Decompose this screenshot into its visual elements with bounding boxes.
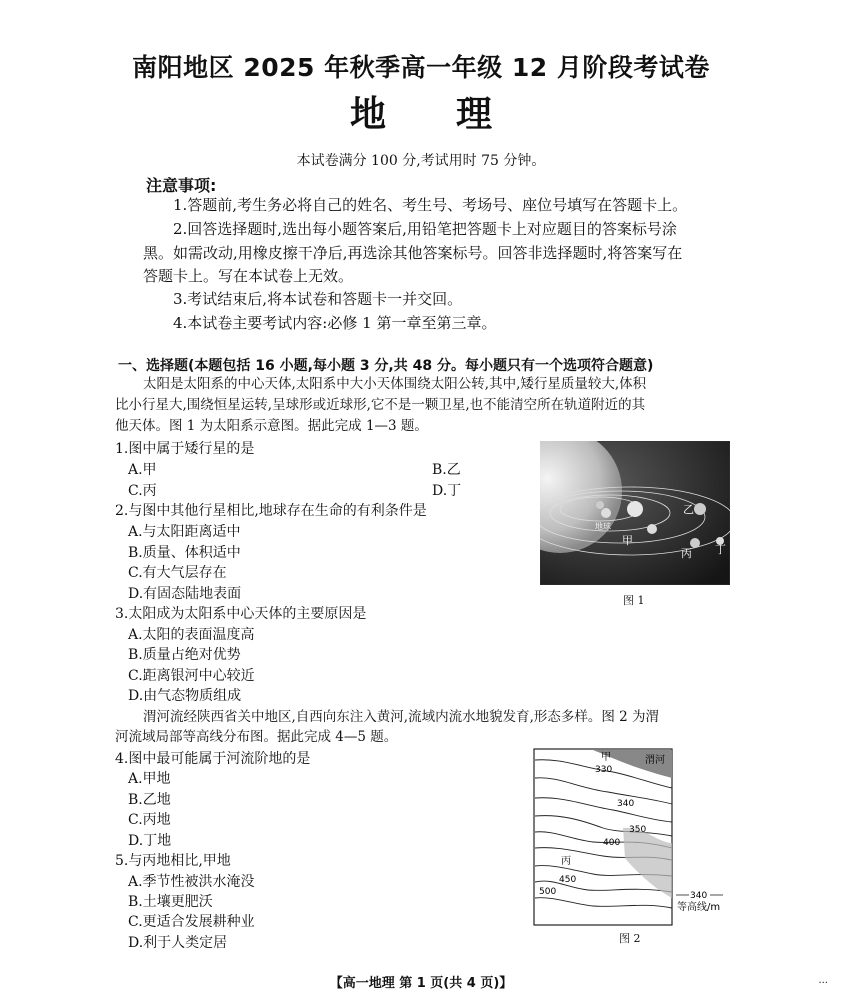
- question-5-option-a[interactable]: A.季节性被洪水淹没: [128, 874, 255, 890]
- planet-yi: [694, 503, 706, 515]
- passage-line: 比小行星大,围绕恒星运转,呈球形或近球形,它不是一颗卫星,也不能清空所在轨道附近的其: [115, 397, 646, 413]
- figure-2: [533, 748, 733, 928]
- corner-mark: ...: [818, 975, 828, 986]
- label-bing: 丙: [681, 547, 692, 560]
- figure-2-caption: 图 2: [619, 932, 641, 945]
- page-footer: 【高一地理 第 1 页(共 4 页)】: [329, 976, 513, 991]
- notice-line: 答题卡上。写在本试卷上无效。: [143, 267, 354, 285]
- contour-label-340: 340: [617, 799, 635, 809]
- question-2-option-c[interactable]: C.有大气层存在: [128, 565, 227, 581]
- question-2-option-a[interactable]: A.与太阳距离适中: [128, 524, 241, 540]
- exam-title: 南阳地区 2025 年秋季高一年级 12 月阶段考试卷: [132, 53, 710, 82]
- question-2-option-b[interactable]: B.质量、体积适中: [128, 545, 241, 561]
- notice-line: 2.回答选择题时,选出每小题答案后,用铅笔把答题卡上对应题目的答案标号涂: [173, 220, 677, 238]
- question-5-option-d[interactable]: D.利于人类定居: [128, 935, 228, 951]
- legend-contour-value: 340: [690, 891, 708, 901]
- notice-line: 1.答题前,考生务必将自己的姓名、考生号、考场号、座位号填写在答题卡上。: [173, 196, 688, 214]
- label-jia: 甲: [601, 752, 611, 763]
- question-4-option-a[interactable]: A.甲地: [128, 771, 171, 787]
- subject-title: 地理: [349, 94, 562, 135]
- exam-intro: 本试卷满分 100 分,考试用时 75 分钟。: [296, 153, 546, 169]
- passage-line: 太阳是太阳系的中心天体,太阳系中大小天体围绕太阳公转,其中,矮行星质量较大,体积: [143, 376, 647, 392]
- planet-earth: [601, 508, 611, 518]
- question-2-option-d[interactable]: D.有固态陆地表面: [128, 586, 242, 602]
- question-2-stem: 2.与图中其他行星相比,地球存在生命的有利条件是: [115, 503, 427, 519]
- contour-map: [533, 748, 733, 928]
- contour-label-350: 350: [629, 825, 647, 835]
- question-1-option-b[interactable]: B.乙: [432, 462, 461, 478]
- label-earth: 地球: [595, 522, 611, 531]
- question-1-stem: 1.图中属于矮行星的是: [115, 441, 255, 457]
- question-4-option-d[interactable]: D.丁地: [128, 833, 172, 849]
- question-1-option-a[interactable]: A.甲: [128, 462, 157, 478]
- question-3-option-c[interactable]: C.距离银河中心较近: [128, 668, 255, 684]
- notice-line: 4.本试卷主要考试内容:必修 1 第一章至第三章。: [173, 314, 497, 332]
- question-4-stem: 4.图中最可能属于河流阶地的是: [115, 751, 311, 767]
- question-5-option-b[interactable]: B.土壤更肥沃: [128, 894, 213, 910]
- question-4-option-b[interactable]: B.乙地: [128, 792, 171, 808]
- solar-system-diagram: [540, 441, 730, 585]
- planet-jia: [647, 524, 657, 534]
- notice-heading: 注意事项:: [146, 176, 217, 195]
- question-3-option-d[interactable]: D.由气态物质组成: [128, 688, 242, 704]
- passage-line: 渭河流经陕西省关中地区,自西向东注入黄河,流域内流水地貌发育,形态多样。图 2 为渭: [143, 709, 660, 725]
- figure-1: [540, 441, 730, 585]
- section-heading: 一、选择题(本题包括 16 小题,每小题 3 分,共 48 分。每小题只有一个选项符合题意): [118, 358, 654, 374]
- label-bing: 丙: [561, 856, 571, 867]
- question-3-option-b[interactable]: B.质量占绝对优势: [128, 647, 241, 663]
- label-river: 渭河: [645, 755, 665, 766]
- question-5-stem: 5.与丙地相比,甲地: [115, 853, 231, 869]
- question-3-option-a[interactable]: A.太阳的表面温度高: [128, 627, 255, 643]
- legend-contour-label: 等高线/m: [677, 902, 721, 913]
- figure-1-caption: 图 1: [623, 594, 645, 607]
- contour-label-330: 330: [595, 765, 613, 775]
- notice-line: 3.考试结束后,将本试卷和答题卡一并交回。: [173, 290, 463, 308]
- question-5-option-c[interactable]: C.更适合发展耕种业: [128, 914, 255, 930]
- contour-label-450: 450: [559, 875, 577, 885]
- planet-jupiter: [627, 501, 643, 517]
- passage-line: 他天体。图 1 为太阳系示意图。据此完成 1—3 题。: [115, 418, 428, 434]
- contour-label-400: 400: [603, 838, 621, 848]
- contour-label-500: 500: [539, 887, 557, 897]
- notice-line: 黑。如需改动,用橡皮擦干净后,再选涂其他答案标号。回答非选择题时,将答案写在: [143, 244, 683, 262]
- question-4-option-c[interactable]: C.丙地: [128, 812, 171, 828]
- label-jia: 甲: [622, 534, 633, 547]
- passage-line: 河流域局部等高线分布图。据此完成 4—5 题。: [115, 729, 398, 745]
- label-yi: 乙: [683, 503, 694, 516]
- question-1-option-c[interactable]: C.丙: [128, 483, 157, 499]
- question-3-stem: 3.太阳成为太阳系中心天体的主要原因是: [115, 606, 367, 622]
- question-1-option-d[interactable]: D.丁: [432, 483, 462, 499]
- planet-mercury: [596, 501, 604, 509]
- label-ding: 丁: [715, 543, 726, 556]
